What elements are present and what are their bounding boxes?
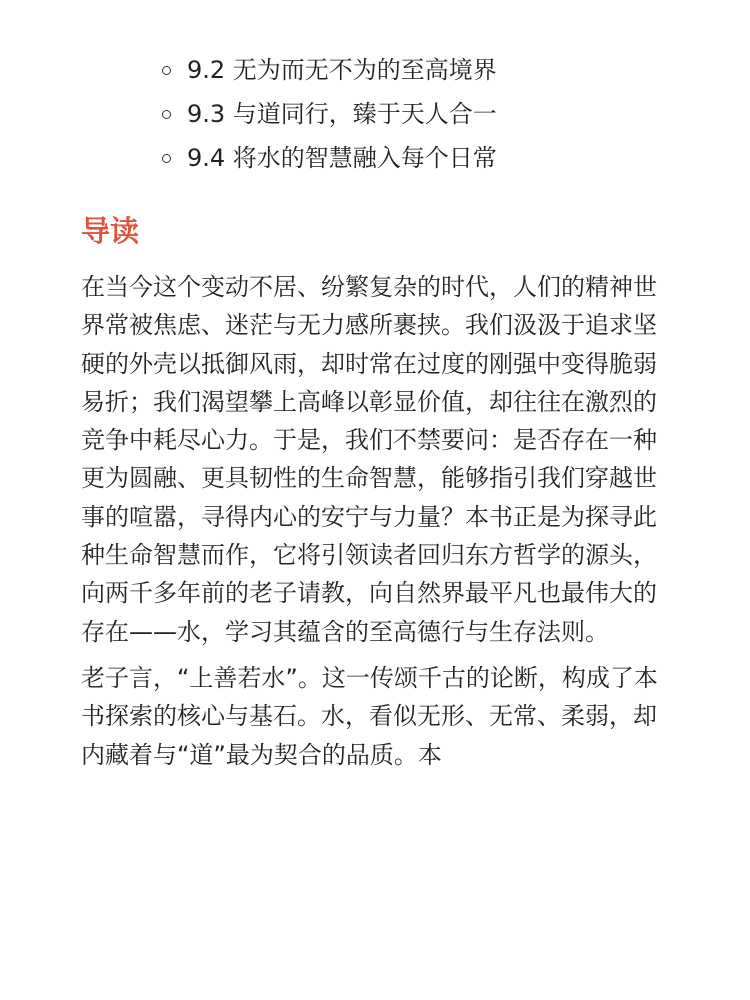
table-of-contents: [162, 48, 722, 180]
body-paragraph: 在当今这个变动不居、纷繁复杂的时代，人们的精神世界常被焦虑、迷茫与无力感所裹挟。我们汲汲于追求坚硬的外壳以抵御风雨，却时常在过度的刚强中变得脆弱易折；我们渴望攀上高峰以彰显价值，却往往在激烈的竞争中耗尽心力。于是，我们不禁要问：是否存在一种更为圆融、更具韧性的生命智慧，能够指引我们穿越世事的喧嚣，寻得内心的安宁与力量？本书正是为探寻此种生命智慧而作，它将引领读者回归东方哲学的源头，向两千多年前的老子请教，向自然界最平凡也最伟大的存在——水，学习其蕴含的至高德行与生存法则。: [81, 273, 657, 646]
toc-item[interactable]: [162, 48, 722, 92]
toc-item-label: 9.2 无为而无不为的至高境界: [187, 56, 497, 84]
circle-bullet-icon: [162, 110, 171, 119]
toc-item[interactable]: [162, 136, 722, 180]
toc-item-label: 9.3 与道同行，臻于天人合一: [187, 100, 497, 128]
body-paragraph: 老子言，“上善若水”。这一传颂千古的论断，构成了本书探索的核心与基石。水，看似无形、无常、柔弱，却内藏着与“道”最为契合的品质。本: [81, 663, 658, 769]
toc-item-label: 9.4 将水的智慧融入每个日常: [187, 144, 497, 172]
circle-bullet-icon: [162, 66, 171, 75]
toc-item[interactable]: [162, 92, 722, 136]
section-title: 导读: [81, 214, 140, 248]
circle-bullet-icon: [162, 154, 171, 163]
section-body: [81, 268, 671, 774]
